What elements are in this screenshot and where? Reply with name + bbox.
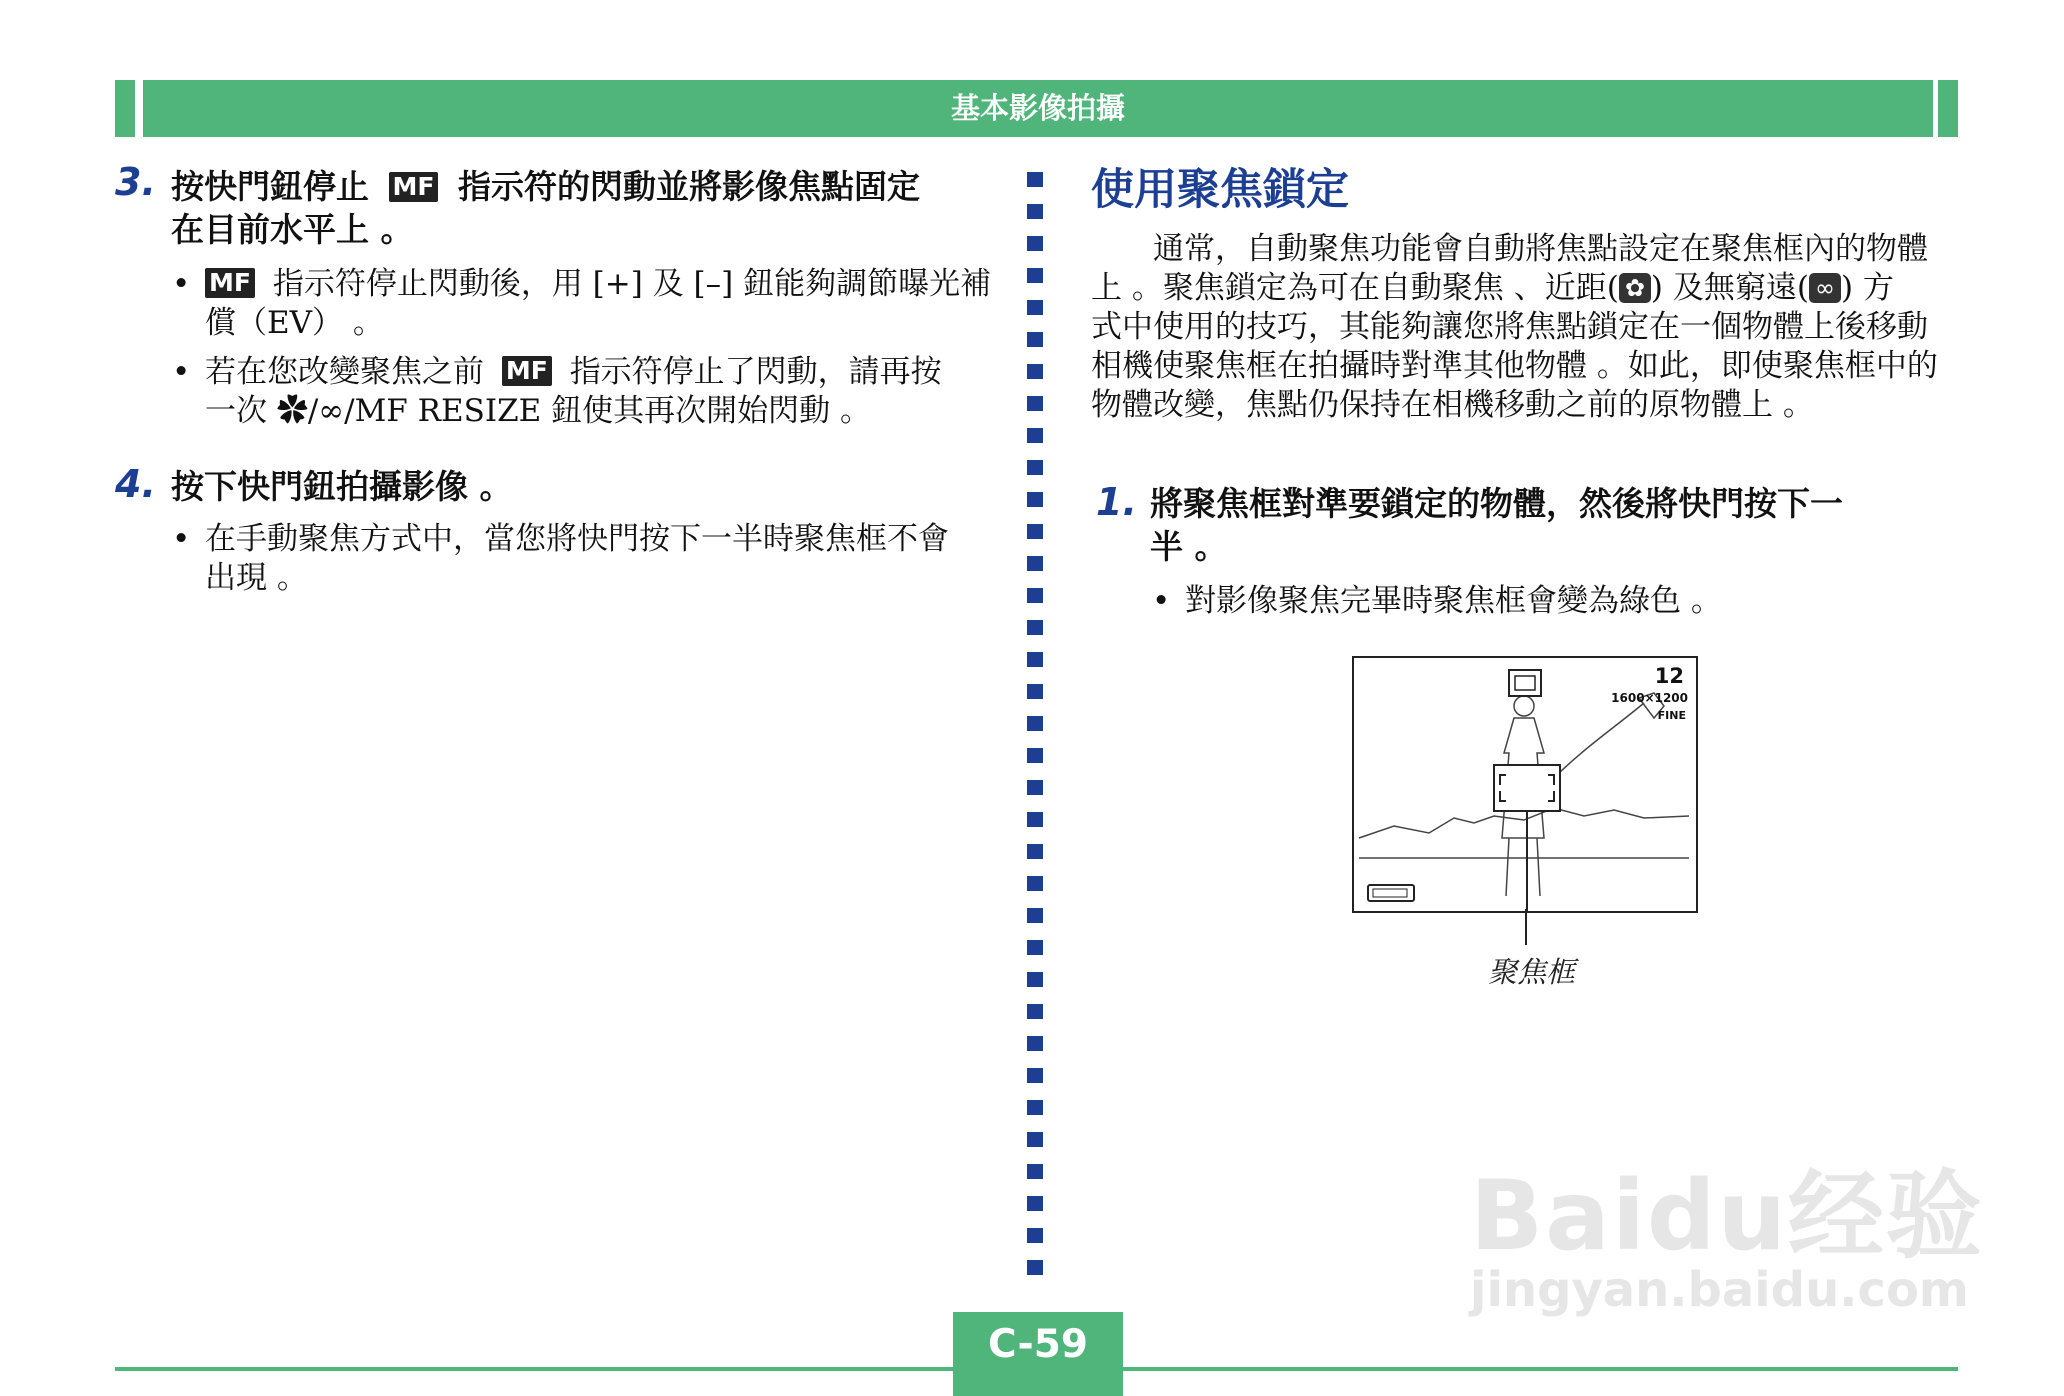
step-4-number: 4. (115, 462, 156, 506)
para-line2-b: ) 及無窮遠( (1650, 270, 1809, 306)
step-1-line1: 將聚焦框對準要鎖定的物體，然後將快門按下一 (1150, 484, 1843, 523)
para-line1: 通常，自動聚焦功能會自動將焦點設定在聚焦框內的物體 (1153, 231, 1928, 267)
bullet-2-line2: 一次 ✿/∞/MF RESIZE 鈕使其再次開始閃動 。 (205, 393, 871, 429)
intro-paragraph (1091, 230, 1961, 425)
header-title: 基本影像拍攝 (143, 80, 1933, 137)
image-size-label: 1600×1200 (1611, 691, 1688, 705)
para-line2-a: 上 。聚焦鎖定為可在自動聚焦 、近距( (1091, 270, 1619, 306)
column-divider (1027, 172, 1043, 1284)
bullet-2-pre: 若在您改變聚焦之前 (205, 354, 484, 390)
step-3-number: 3. (115, 160, 156, 204)
step-4-bullet (172, 520, 995, 598)
infinity-icon: ∞ (1809, 273, 1841, 303)
mf-icon: MF (205, 268, 255, 298)
section-title: 使用聚焦鎖定 (1091, 165, 1349, 215)
step-4-heading: 按下快門鈕拍攝影像 。 (171, 467, 513, 506)
bullet-dot: • (172, 521, 191, 557)
para-line5: 物體改變，焦點仍保持在相機移動之前的原物體上 。 (1091, 387, 1814, 423)
step-1-line2: 半 。 (1150, 527, 1228, 566)
para-line3: 式中使用的技巧，其能夠讓您將焦點鎖定在一個物體上後移動 (1091, 309, 1928, 345)
camera-lcd-illustration (1352, 656, 1698, 913)
step-3-text-line2: 在目前水平上 。 (171, 210, 414, 249)
macro-icon: ✿ (1619, 273, 1651, 303)
quality-label: FINE (1657, 709, 1686, 722)
step-1-heading (1150, 482, 1970, 568)
step-1-number: 1. (1096, 480, 1137, 524)
step-3-bullet-2 (172, 353, 995, 431)
mf-icon: MF (389, 172, 439, 202)
bullet-1-line2: 償（EV） 。 (205, 305, 384, 341)
bullet-2-line1: 指示符停止了閃動，請再按 (569, 354, 942, 390)
para-line4: 相機使聚焦框在拍攝時對準其他物體 。如此，即使聚焦框中的 (1091, 348, 1938, 384)
step-3-text-a: 按快門鈕停止 (171, 167, 369, 206)
step-3-text-b: 指示符的閃動並將影像焦點固定 (457, 167, 920, 206)
para-line2-c: ) 方 (1840, 270, 1894, 306)
bullet-dot: • (172, 354, 191, 390)
watermark-brand: Baidu经验 (1470, 1160, 1984, 1272)
page-number: C-59 (953, 1312, 1123, 1396)
callout-line (1525, 909, 1527, 945)
step-4-bullet-line2: 出現 。 (205, 560, 308, 596)
bullet-1-line1: 指示符停止閃動後，用 [+] 及 [–] 鈕能夠調節曝光補 (272, 266, 992, 302)
header-right-bar (1938, 80, 1958, 137)
bullet-dot: • (172, 266, 191, 302)
step-3-bullet-1 (172, 265, 995, 343)
shots-remaining: 12 (1654, 664, 1684, 688)
step-1-bullet-text: 對影像聚焦完畢時聚焦框會變為綠色 。 (1185, 583, 1722, 619)
figure-caption: 聚焦框 (1488, 955, 1576, 989)
step-1-bullet (1152, 582, 1945, 621)
mf-icon: MF (502, 356, 552, 386)
step-4-bullet-line1: 在手動聚焦方式中，當您將快門按下一半時聚焦框不會 (205, 521, 949, 557)
header-left-bar (115, 80, 135, 137)
step-3-heading (171, 165, 991, 251)
bullet-dot: • (1152, 583, 1171, 619)
watermark-url: jingyan.baidu.com (1470, 1262, 1969, 1318)
